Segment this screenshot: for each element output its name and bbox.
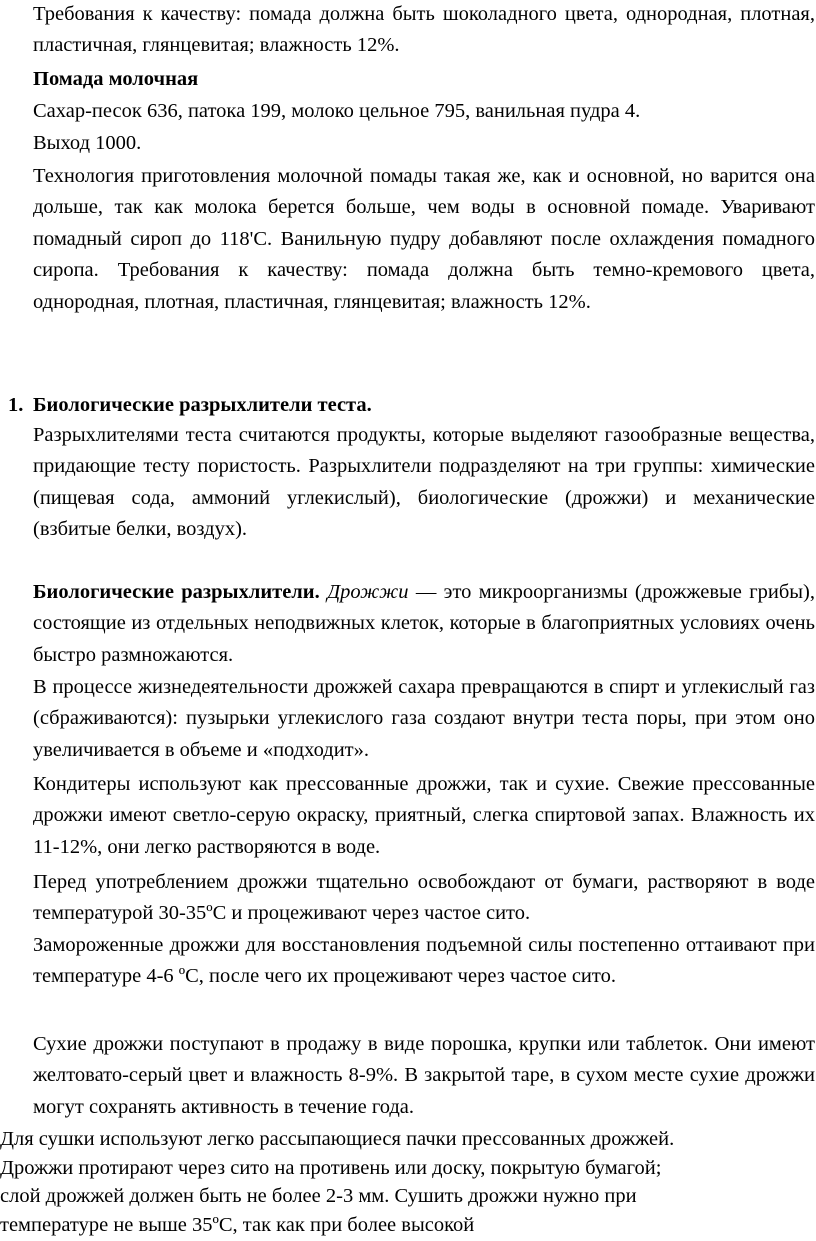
drying-line-2: Дрожжи протирают через сито на противень или доску, покрытую бумагой; xyxy=(0,1156,662,1179)
drying-line-4: температуре не выше 35ºС, так как при более высокой xyxy=(0,1213,475,1236)
quality-requirements-paragraph: Требования к качеству: помада должна быть шоколадного цвета, однородная, плотная, пластичная, глянцевитая; влажность 12%. xyxy=(33,3,815,57)
yeast-definition: — это микроорганизмы (дрожжевые грибы), состоящие из отдельных неподвижных клеток, которые в благоприятных условиях очень быстро размножаются. xyxy=(33,581,815,666)
drying-paragraph xyxy=(0,1125,812,1239)
fermentation-paragraph: В процессе жизнедеятельности дрожжей сахара превращаются в спирт и углекислый газ (сбраживаются): пузырьки углекислого газа создают внутри теста поры, при этом оно увеличивается в объеме и «подходит». xyxy=(33,676,815,761)
section-number: 1. xyxy=(8,394,24,416)
frozen-yeast-paragraph: Замороженные дрожжи для восстановления подъемной силы постепенно оттаивают при температуре 4-6 ºС, после чего их процеживают через частое сито. xyxy=(33,934,815,988)
dry-yeast-paragraph: Сухие дрожжи поступают в продажу в виде порошка, крупки или таблеток. Они имеют желтовато-серый цвет и влажность 8-9%. В закрытой таре, в сухом месте сухие дрожжи могут сохранять активность в течение года. xyxy=(33,1033,815,1118)
yield-paragraph: Выход 1000. xyxy=(33,132,142,154)
leaveners-paragraph: Разрыхлителями теста считаются продукты, которые выделяют газообразные вещества, придающие тесту пористость. Разрыхлители подразделяют на три группы: химические (пищевая сода, аммоний углекислый), биологические (дрожжи) и механические (взбитые белки, воздух). xyxy=(33,424,815,541)
drying-line-3: слой дрожжей должен быть не более 2-3 мм. Сушить дрожжи нужно при xyxy=(0,1185,637,1208)
confectioners-yeast-paragraph: Кондитеры используют как прессованные дрожжи, так и сухие. Свежие прессованные дрожжи имеют светло-серую окраску, приятный, слегка спиртовой запах. Влажность их 11-12%, они легко растворяются в воде. xyxy=(33,773,815,858)
milk-fondant-heading: Помада молочная xyxy=(33,68,199,90)
biological-leaveners-term: Биологические разрыхлители. xyxy=(33,581,320,603)
technology-paragraph: Технология приготовления молочной помады такая же, как и основной, но варится она дольше, так как молока берется больше, чем воды в основной помаде. Уваривают помадный сироп до 118'С. Ванильную пудру добавляют после охлаждения помадного сиропа. Требования к качеству: помада должна быть темно-кремового цвета, однородная, плотная, пластичная, глянцевитая; влажность 12%. xyxy=(33,165,815,313)
yeast-preparation-paragraph: Перед употреблением дрожжи тщательно освобождают от бумаги, растворяют в воде температурой 30-35ºС и процеживают через частое сито. xyxy=(33,871,815,925)
drying-line-1: Для сушки используют легко рассыпающиеся пачки прессованных дрожжей. xyxy=(0,1128,675,1150)
yeast-term: Дрожжи xyxy=(327,581,409,603)
section-heading: Биологические разрыхлители теста. xyxy=(33,394,372,416)
biological-leaveners-paragraph xyxy=(33,577,815,671)
ingredients-paragraph: Сахар-песок 636, патока 199, молоко цельное 795, ванильная пудра 4. xyxy=(33,100,641,122)
